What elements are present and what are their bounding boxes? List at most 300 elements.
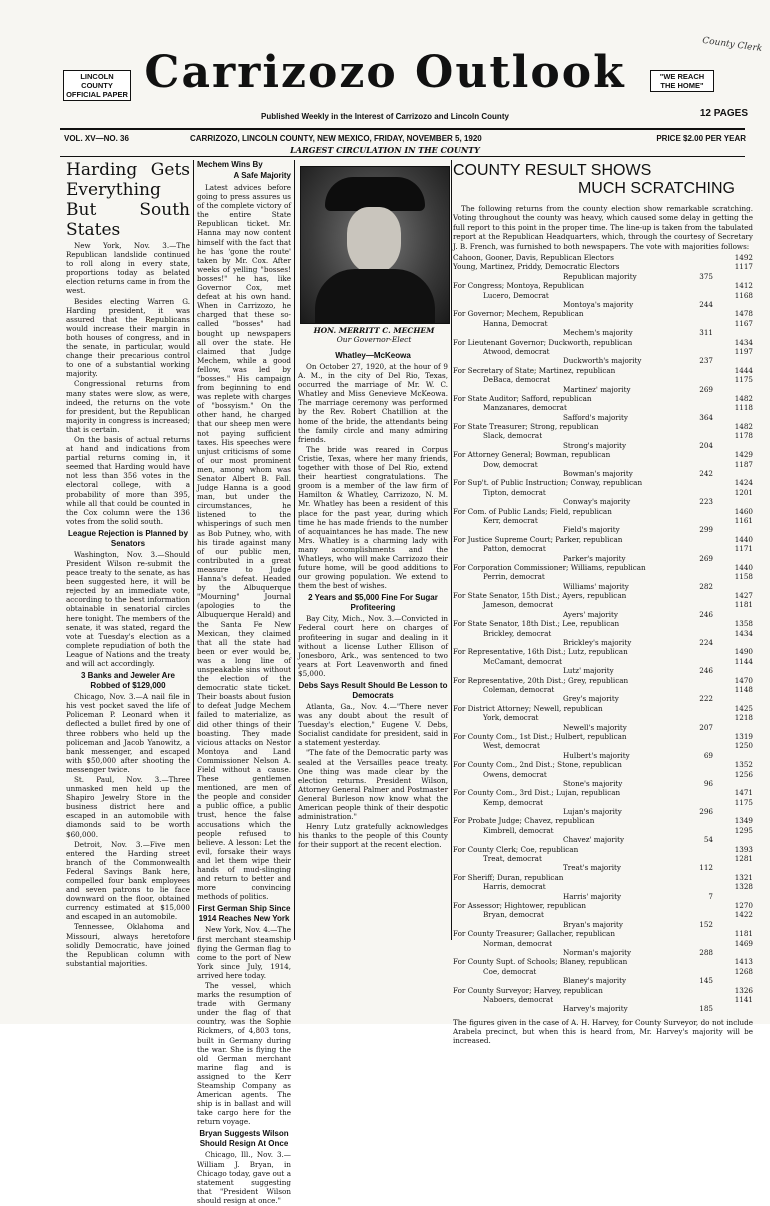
result-votes: 1425 [734,703,753,713]
result-label: Brickley, democrat [483,628,552,638]
result-label: For State Senator, 15th Dist.; Ayers, republican [453,591,627,601]
result-row [453,291,753,300]
result-label: York, democrat [483,713,539,723]
result-row [453,460,753,469]
result-votes: 1161 [734,515,753,525]
result-row [453,976,753,985]
result-votes: 1429 [734,450,753,460]
publication-line: Published Weekly in the Interest of Carrizozo and Lincoln County [261,112,509,121]
result-votes: 1492 [734,253,753,263]
result-label: Kemp, democrat [483,797,544,807]
result-row [453,366,753,375]
result-votes: 246 [699,666,713,676]
result-label: For Governor; Mechem, Republican [453,309,584,319]
result-row [453,544,753,553]
result-row [453,516,753,525]
result-votes: 288 [699,947,713,957]
result-row [453,328,753,337]
result-label: Atwood, democrat [483,346,550,356]
result-row [453,704,753,713]
result-votes: 185 [699,1004,713,1014]
result-row [453,253,753,262]
result-votes: 1393 [734,844,753,854]
result-label: Cahoon, Gooner, Davis, Republican Electors [453,253,614,263]
result-label: Jameson, democrat [483,600,554,610]
result-votes: 1250 [734,741,753,751]
result-votes: 1181 [734,929,753,939]
result-votes: 1295 [734,825,753,835]
result-votes: 1201 [734,487,753,497]
result-votes: 1167 [734,318,753,328]
result-row [453,788,753,797]
result-votes: 1427 [734,591,753,601]
result-label: Grey's majority [563,694,619,704]
result-label: Tipton, democrat [483,487,546,497]
result-row [453,920,753,929]
coat-shape [315,269,435,323]
result-row [453,835,753,844]
result-votes: 222 [699,694,713,704]
result-votes: 1424 [734,478,753,488]
result-label: Strong's majority [563,440,627,450]
result-row [453,488,753,497]
result-votes: 1490 [734,647,753,657]
result-votes: 1158 [734,572,753,582]
article-paragraph: Atlanta, Ga., Nov. 4.—"There never was any doubt about the result of Tuesday's election," Eugene V. Debs, Socialist candidate for president, said in a statement yesterday. [298,702,448,748]
article-paragraph: Tennessee, Oklahoma and Missouri, always heretofore solidly Democratic, have joined the Republican column with substantial majorities. [66,922,190,968]
result-label: For County Surveyor; Harvey, republican [453,985,603,995]
result-label: Montoya's majority [563,299,634,309]
result-row [453,600,753,609]
result-votes: 1326 [734,985,753,995]
result-votes: 1141 [734,994,753,1004]
column-divider [193,160,194,940]
subheadline-safe-majority: A Safe Majority [233,171,291,180]
article-paragraph: Detroit, Nov. 3.—Five men entered the Harding street branch of the Commonwealth Federal Savings Bank here, compelled four bank employees and seven patrons to lie face downward on the floor, obtained currency estimated at $15,000 and escaped in an automobile. [66,839,190,922]
result-label: For County Com., 3rd Dist.; Lujan, republican [453,788,621,798]
result-votes: 1444 [734,365,753,375]
result-label: Field's majority [563,525,620,535]
volume-number: VOL. XV—NO. 36 [64,134,129,143]
subheadline-debs: Debs Says Result Should Be Lesson to Democrats [298,681,448,700]
result-label: For County Com., 1st Dist.; Hulbert, republican [453,731,627,741]
result-row [453,760,753,769]
result-row [453,535,753,544]
result-votes: 1471 [734,788,753,798]
result-label: Stone's majority [563,778,623,788]
result-row [453,554,753,563]
result-label: For Attorney General; Bowman, republican [453,450,611,460]
result-row [453,657,753,666]
article-paragraph: Henry Lutz gratefully acknowledges his thanks to the people of this County for their support at the recent election. [298,822,448,850]
result-row [453,525,753,534]
result-label: Newell's majority [563,722,627,732]
result-row [453,272,753,281]
result-votes: 246 [699,609,713,619]
result-votes: 1412 [734,281,753,291]
result-label: Blaney's majority [563,976,627,986]
result-row [453,779,753,788]
result-votes: 1482 [734,393,753,403]
result-row [453,798,753,807]
result-label: Martinez' majority [563,384,631,394]
result-votes: 1422 [734,910,753,920]
result-row [453,995,753,1004]
result-row [453,854,753,863]
result-row [453,826,753,835]
bottom-rule [60,156,745,157]
result-votes: 69 [703,750,713,760]
result-votes: 1319 [734,731,753,741]
result-votes: 1482 [734,422,753,432]
result-label: For County Clerk; Coe, republican [453,844,579,854]
column-divider [294,160,295,940]
result-row [453,807,753,816]
result-label: Republican majority [563,271,637,281]
caption-subtitle: Our Governor-Elect [336,335,412,344]
result-label: For Representative, 20th Dist.; Grey, republican [453,675,629,685]
article-paragraph: Washington, Nov. 3.—Should President Wilson re-submit the peace treaty to the senate, as has been suggested here, it will be rejected by an immediate vote, according to the best information obtainable in senatorial circles here tonight. The members of the senate, it was stated, regard the vote at Tuesday's election as a complete repudiation of both the League of Nations and the treaty and will act accordingly. [66,549,190,669]
result-votes: 96 [703,778,713,788]
hat-shape [325,177,425,211]
result-row [453,666,753,675]
subheadline-german-ship: First German Ship Since 1914 Reaches New York [197,904,291,924]
result-label: For County Treasurer; Gallacher, republican [453,929,615,939]
result-votes: 1118 [734,403,753,413]
result-row [453,347,753,356]
result-row [453,582,753,591]
result-label: Bryan, democrat [483,910,544,920]
result-label: Parker's majority [563,553,626,563]
column-1 [66,160,190,969]
result-row [453,901,753,910]
result-votes: 1434 [734,628,753,638]
result-votes: 1197 [734,346,753,356]
article-paragraph: Chicago, Ill., Nov. 3.—William J. Bryan, in Chicago today, gave out a statement suggesting that "President Wilson should resign at once." [197,1150,291,1205]
result-row [453,770,753,779]
result-row [453,986,753,995]
result-votes: 207 [699,722,713,732]
column-2 [197,160,291,1206]
result-label: Perrin, democrat [483,572,545,582]
result-votes: 1181 [734,600,753,610]
result-votes: 1321 [734,872,753,882]
article-paragraph: "The fate of the Democratic party was sealed at the Versailles peace treaty. One thing was made clear by the election returns. President Wilson, Attorney General Palmer and Postmaster General Burleson now know what the American people think of their despotic administration." [298,748,448,822]
result-label: Brickley's majority [563,638,632,648]
result-label: Owens, democrat [483,769,547,779]
result-row [453,319,753,328]
result-row [453,262,753,271]
result-label: Treat's majority [563,863,621,873]
result-label: Harris, democrat [483,882,546,892]
result-row [453,967,753,976]
dateline: CARRIZOZO, LINCOLN COUNTY, NEW MEXICO, FRIDAY, NOVEMBER 5, 1920 [190,134,482,143]
result-label: Patton, democrat [483,544,546,554]
result-votes: 269 [699,384,713,394]
result-votes: 1358 [734,619,753,629]
result-label: For State Senator, 18th Dist.; Lee, republican [453,619,620,629]
article-paragraph: New York, Nov. 4.—The first merchant steamship flying the German flag to come to the port of New York since July, 1914, arrived here today. [197,925,291,980]
result-votes: 1434 [734,337,753,347]
article-paragraph: Congressional returns from many states were slow, as were, indeed, the returns on the vote for president, but the Republican majority in congress is increased; that is certain. [66,379,190,434]
result-votes: 299 [699,525,713,535]
result-label: Lujan's majority [563,807,622,817]
result-row [453,863,753,872]
result-row [453,469,753,478]
headline-mechem: Mechem Wins By [197,160,263,169]
result-row [453,450,753,459]
result-label: Williams' majority [563,581,629,591]
result-votes: 224 [699,638,713,648]
county-results-column [453,162,753,1046]
result-row [453,732,753,741]
result-label: For Assessor; Hightower, republican [453,900,586,910]
result-row [453,892,753,901]
governor-portrait-photo [300,166,450,324]
result-label: For District Attorney; Newell, republican [453,703,603,713]
result-row [453,563,753,572]
result-row [453,431,753,440]
subheadline-sugar: 2 Years and $5,000 Fine For Sugar Profiteering [308,593,438,613]
result-row [453,638,753,647]
result-votes: 152 [699,919,713,929]
result-row [453,957,753,966]
caption-name: HON. MERRITT C. MECHEM [313,326,435,335]
result-row [453,723,753,732]
reach-home-box: "WE REACH THE HOME" [650,70,714,92]
result-label: Hulbert's majority [563,750,630,760]
result-label: Coleman, democrat [483,685,555,694]
article-paragraph: St. Paul, Nov. 3.—Three unmasked men held up the Shapiro Jewelry Store in the business district here and escaped in an automobile with diamonds said to be worth $60,000. [66,774,190,839]
result-row [453,676,753,685]
result-row [453,647,753,656]
masthead-title: Carrizozo Outlook [144,47,626,98]
result-label: Chavez' majority [563,835,625,845]
result-votes: 1268 [734,966,753,976]
result-row [453,929,753,938]
result-label: McCamant, democrat [483,656,562,666]
result-votes: 1328 [734,882,753,892]
result-label: West, democrat [483,741,540,751]
headline-harding: Harding Gets Everything But South States [66,160,190,240]
subheadline-banks: 3 Banks and Jeweler Are Robbed of $129,000 [81,671,175,691]
result-row [453,1004,753,1013]
result-row [453,629,753,638]
result-votes: 311 [699,328,713,338]
results-headline-2: MUCH SCRATCHING [577,180,735,197]
result-votes: 112 [699,863,713,873]
result-row [453,338,753,347]
result-label: Young, Martinez, Priddy, Democratic Electors [453,262,620,272]
result-votes: 1171 [734,544,753,554]
circulation-line: LARGEST CIRCULATION IN THE COUNTY [290,145,480,155]
article-paragraph: Latest advices before going to press assures us of the complete victory of the entire State Republican ticket. Mr. Hanna may now content himself with the fact that he has 'gone the route' taken by Mr. Cox. After weeks of yelling "bosses! bosses!" he has, like Governor Cox, met defeat at his own hand. When in Carrizozo, he charged that these so-called "bosses" had bought up newspapers all over the state. He claimed that Judge Mechem, while a good fellow, was led by "bosses." His campaign from beginning to end was replete with charges of "bossyism." On the other hand, he charged that our sheep men were not paying sufficient taxes. His speeches were unjust criticisms of some of our most prominent men, among whom was Senator Albert B. Fall. Judge Hanna is a good man, but under the circumstances, he listened to the whisperings of such men as Bob Putney, who, with his tirade against many of our public men, contributed in a great measure to Judge Hanna's defeat. Headed by the Albuquerque "Mourning" Journal (apologies to the Albuquerque Herald) and the Santa Fe New Mexican, they claimed that all the state had been or ever would be, was a long line of unspeakable sins without the election of the democratic state ticket. Their boasts about fusion to defeat Judge Mechem failed to materialize, as did other things of their boasting. They made vicious attacks on Nestor Montoya and Land Commissioner Nelson A. Field without a cause. These gentlemen mentioned, are men of the people and consider a public office, a public trust, hence the false accusations which the people refused to believe. A lesson: Let the evil, forsake their ways and let them wipe their hands of mud-slinging and return to better and more convincing methods of politics. [197,183,291,902]
result-votes: 1470 [734,675,753,685]
column-divider [451,160,452,940]
result-label: Ayers' majority [563,609,618,619]
result-row [453,394,753,403]
result-label: Kerr, democrat [483,515,538,525]
result-label: DeBaca, democrat [483,375,551,385]
result-votes: 242 [699,469,713,479]
result-row [453,948,753,957]
result-label: For Com. of Public Lands; Field, republican [453,506,612,516]
result-label: For Congress; Montoya, Republican [453,281,584,291]
result-row [453,309,753,318]
photo-caption [300,326,448,344]
article-paragraph: On the basis of actual returns at hand and indications from partial returns coming in, it seemed that Harding would have not less than 356 votes in the electoral college, with a probability of more than 395, while all that could be counted in the Cox column were the 136 votes from the solid south. [66,434,190,526]
result-row [453,497,753,506]
article-paragraph: Bay City, Mich., Nov. 3.—Convicted in Federal court here on charges of profiteering in sugar and dealing in it without a license Luther Ellison of Jonesboro, Ark., was sentenced to two years at Fort Leavenworth and fined $5,000. [298,614,448,678]
result-row [453,478,753,487]
article-paragraph: New York, Nov. 3.—The Republican landslide continued to roll along in every state, proportions today as belated election returns came in from the west. [66,241,190,296]
result-votes: 1440 [734,534,753,544]
official-paper-box: LINCOLN COUNTY OFFICIAL PAPER [63,70,131,101]
result-label: For Representative, 16th Dist.; Lutz, republican [453,647,628,657]
result-votes: 1349 [734,816,753,826]
face-shape [347,207,401,273]
article-paragraph: Chicago, Nov. 3.—A nail file in his vest pocket saved the life of Policeman P. Leonard when it deflected a bullet fired by one of three robbers who held up the policeman and Jacob Yanowitz, a bank messenger, and escaped with $50,000 after shooting the messenger twice. [66,692,190,774]
result-label: Mechem's majority [563,328,633,338]
article-paragraph: Besides electing Warren G. Harding president, it was assured that the Republicans would increase their margin in both houses of congress, and in the senate, in particular, would change their precarious control to one of a substantial working majority. [66,296,190,379]
result-votes: 223 [699,497,713,507]
results-headline-1: COUNTY RESULT SHOWS [453,162,652,179]
result-row [453,694,753,703]
result-label: Kimbrell, democrat [483,825,554,835]
top-rule [60,128,745,130]
results-list [453,253,753,1014]
result-row [453,385,753,394]
result-row [453,591,753,600]
result-row [453,507,753,516]
result-votes: 1413 [734,957,753,967]
result-votes: 1281 [734,854,753,864]
result-votes: 1148 [734,685,753,694]
results-footnote: The figures given in the case of A. H. Harvey, for County Surveyor, do not include Arabela precinct, but when this is heard from, Mr. Harvey's majority will be increased. [453,1017,753,1046]
result-label: Norman's majority [563,947,632,957]
result-row [453,741,753,750]
result-label: Harris' majority [563,891,622,901]
result-label: Harvey's majority [563,1004,628,1014]
result-row [453,441,753,450]
result-votes: 1469 [734,938,753,948]
result-label: Hanna, Democrat [483,318,548,328]
result-votes: 1144 [734,656,753,666]
result-row [453,882,753,891]
result-label: Norman, democrat [483,938,552,948]
result-label: For Sheriff; Duran, republican [453,872,564,882]
result-votes: 54 [703,835,713,845]
result-votes: 1187 [734,459,753,469]
result-label: For Secretary of State; Martinez, republican [453,365,616,375]
result-label: For Justice Supreme Court; Parker, republican [453,534,623,544]
subheadline-bryan: Bryan Suggests Wilson Should Resign At Once [199,1129,289,1149]
result-label: For County Supt. of Schools; Blaney, republican [453,957,628,967]
result-row [453,375,753,384]
result-votes: 296 [699,807,713,817]
result-row [453,816,753,825]
clerk-annotation: County Clerk [701,35,763,55]
article-paragraph: The bride was reared in Corpus Cristie, Texas, where her many friends, together with those of Del Rio, extend their heartiest congratulations. The groom is a member of the law firm of Hamilton & Whatley, Carrizozo, N. M. Mr. Whatley has been a resident of this place for the past year, during which time he has made friends to the number of acquaintances he has made. The new Mrs. Whatley is a charming lady with many accomplishments and the Whatleys, who will make Carrizozo their future home, will be good additions to our growing population. We extend to them the best of wishes. [298,444,448,591]
result-votes: 364 [699,412,713,422]
result-row [453,403,753,412]
result-votes: 282 [699,581,713,591]
result-row [453,572,753,581]
article-paragraph: On October 27, 1920, at the hour of 9 A. M., in the city of Del Rio, Texas, occurred the marriage of Mr. W. C. Whatley and Miss Genevieve McKeowa. The marriage ceremony was performed by the Rev. Robert Chatillion at the home of the bride, the attendants being the family circle and many admiring friends. [298,362,448,444]
price: PRICE $2.00 PER YEAR [656,134,746,143]
result-row [453,845,753,854]
result-label: For County Com., 2nd Dist.; Stone, republican [453,760,622,770]
result-votes: 1168 [734,290,753,300]
result-votes: 1117 [734,262,753,272]
result-votes: 1178 [734,431,753,441]
result-row [453,610,753,619]
result-row [453,619,753,628]
result-votes: 237 [699,356,713,366]
result-row [453,413,753,422]
result-row [453,281,753,290]
result-label: Dow, democrat [483,459,538,469]
result-label: For State Auditor; Safford, republican [453,393,592,403]
result-votes: 1270 [734,900,753,910]
result-votes: 1218 [734,713,753,723]
result-label: For Sup't. of Public Instruction; Conway, republican [453,478,643,488]
subheadline-wedding: Whatley—McKeowa [335,351,411,360]
result-row [453,713,753,722]
result-row [453,685,753,694]
result-votes: 1175 [734,375,753,385]
result-row [453,300,753,309]
result-label: For Probate Judge; Chavez, republican [453,816,595,826]
result-votes: 244 [699,299,713,309]
result-label: Bryan's majority [563,919,623,929]
column-3 [298,348,448,851]
result-label: Bowman's majority [563,469,633,479]
result-label: Lucero, Democrat [483,290,549,300]
result-row [453,356,753,365]
result-votes: 1175 [734,797,753,807]
result-label: Safford's majority [563,412,628,422]
result-label: Slack, democrat [483,431,543,441]
result-votes: 145 [699,976,713,986]
result-label: Treat, democrat [483,854,542,864]
result-row [453,751,753,760]
result-label: Lutz' majority [563,666,614,676]
result-votes: 269 [699,553,713,563]
result-label: For Corporation Commissioner; Williams, republican [453,562,646,572]
result-votes: 375 [699,271,713,281]
result-label: Naboers, democrat [483,994,554,1004]
subheadline-league: League Rejection is Planned by Senators [67,528,189,548]
article-paragraph: The vessel, which marks the resumption of trade with Germany under the flag of that country, was the Sophie Rickmers, of 4,803 tons, built in Germany during the war. She is flying the old German merchant marine flag and is assigned to the Kerr Steamship Company as American agents. The ship is in ballast and will take cargo here for the return voyage. [197,980,291,1127]
result-votes: 7 [708,891,713,901]
result-row [453,939,753,948]
result-votes: 1352 [734,760,753,770]
result-row [453,873,753,882]
result-votes: 1478 [734,309,753,319]
result-row [453,910,753,919]
result-votes: 1460 [734,506,753,516]
result-label: Manzanares, democrat [483,403,567,413]
page-count: 12 PAGES [699,108,748,119]
results-intro: The following returns from the county election show remarkable scratching. Voting throughout the county was heavy, which caused some delay in getting the full report to this point in the proper time. The line-up is taken from the tabulated report at the Republican Headquarters, which, through the courtesy of Secretary J. B. French, was furnished to both newspapers. The vote with majorities follows: [453,204,753,251]
result-label: Conway's majority [563,497,631,507]
result-votes: 204 [699,440,713,450]
result-votes: 1256 [734,769,753,779]
result-label: For Lieutenant Governor; Duckworth, republican [453,337,633,347]
result-row [453,422,753,431]
result-label: Duckworth's majority [563,356,642,366]
